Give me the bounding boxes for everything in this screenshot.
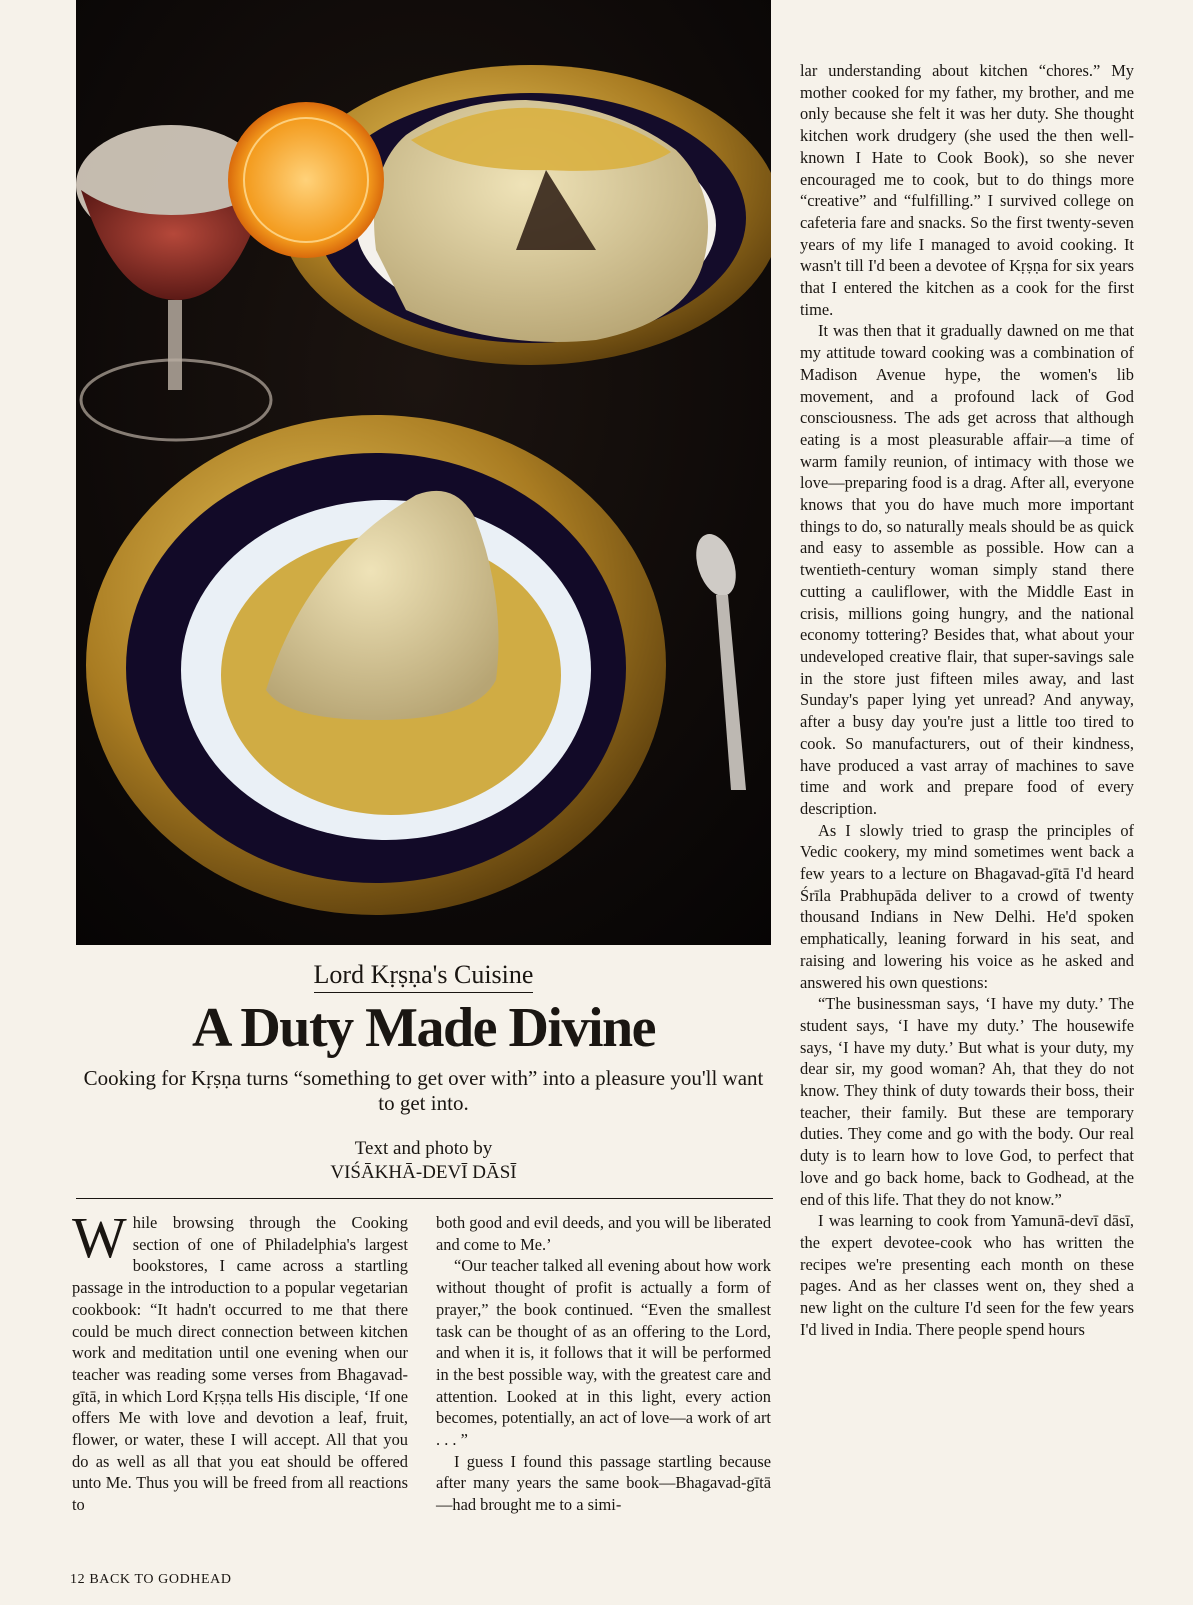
paragraph bbox=[72, 1205, 408, 1516]
paragraph: As I slowly tried to grasp the principles of Vedic cookery, my mind sometimes went back a few years to a lecture on Bhagavad-gītā I'd heard Śrīla Prabhupāda deliver to a crowd of twenty thousand Indians in New Delhi. He'd spoken emphatically, leaning forward in his seat, and raising and lowering his voice as he asked and answered his own questions: bbox=[800, 820, 1134, 992]
drop-cap: W bbox=[72, 1205, 127, 1270]
orange-slice bbox=[228, 102, 384, 258]
paragraph: It was then that it gradually dawned on me that my attitude toward cooking was a combination of Madison Avenue hype, the women's lib movement, and a profound lack of God consciousness. The ads get across that although eating is a most pleasurable affair—a time of warm family reunion, of intimacy with those we love—preparing food is a drag. After all, everyone knows that you do have much more important things to do, so naturally meals should be as quick and easy to assemble as possible. How can a twentieth-century woman simply stand there cutting a cauliflower, with the Middle East in crisis, millions going hungry, and the national economy tottering? Besides that, what about your undeveloped creative flair, that super-savings sale in the store just fifteen miles away, and last Sunday's paper lying yet unread? And anyway, after a busy day you're just a little too tired to cook. So manufacturers, out of their kindness, have produced a vast array of machines to save time and work and prepare food of every description. bbox=[800, 321, 1134, 818]
byline bbox=[76, 1137, 771, 1185]
food-photograph bbox=[76, 0, 771, 945]
page-footer bbox=[70, 1572, 232, 1588]
title-block bbox=[76, 960, 771, 1185]
paragraph-text: hile browsing through the Cooking section of one of Philadelphia's largest bookstores, I came across a startling passage in the introduction to a popular vegetarian cookbook: “It hadn't occurred to me that there could be much direct connection between kitchen work and meditation until one evening when our teacher was reading some verses from Bhagavad-gītā, in which Lord Kṛṣṇa tells His disciple, ‘If one offers Me with love and devotion a leaf, fruit, flower, or water, these I will accept. All that you do as well as all that you eat should be offered unto Me. Thus you will be freed from all reactions to bbox=[72, 1213, 408, 1515]
byline-author: VIŚĀKHĀ-DEVĪ DĀSĪ bbox=[330, 1161, 517, 1183]
article-headline: A Duty Made Divine bbox=[192, 997, 655, 1059]
text-column-2 bbox=[436, 1212, 771, 1516]
article-subtitle: Cooking for Kṛṣṇa turns “something to get over with” into a pleasure you'll want to get into. bbox=[83, 1065, 764, 1116]
photo-illustration bbox=[76, 0, 771, 945]
paragraph: I was learning to cook from Yamunā-devī dāsī, the expert devotee-cook who has written the recipes we're presenting each month on these pages. And as her classes went on, they shed a new light on the culture I'd seen for the few years I'd lived in India. There people spend hours bbox=[800, 1211, 1134, 1339]
divider-rule bbox=[76, 1198, 773, 1199]
paragraph: lar understanding about kitchen “chores.” My mother cooked for my father, my brother, and me only because she felt it was her duty. She thought kitchen work drudgery (she used the then well-known I Hate to Cook Book), so she never encouraged me to cook, but to do things more “creative” and “fulfilling.” I survived college on cafeteria fare and snacks. So the first twenty-seven years of my life I managed to avoid cooking. It wasn't till I'd been a devotee of Kṛṣṇa for six years that I entered the kitchen as a cook for the first time. bbox=[800, 61, 1134, 319]
byline-label: Text and photo by bbox=[354, 1138, 493, 1160]
magazine-name: BACK TO GODHEAD bbox=[89, 1572, 232, 1587]
paragraph: “The businessman says, ‘I have my duty.’ The student says, ‘I have my duty.’ The housewife says, ‘I have my duty.’ But what is your duty, my dear sir, my good woman? Ah, that they do not know. They think of duty towards their boss, their teacher, their family. But these are temporary duties. They come and go with the body. Our real duty is to learn how to love God, to perfect that love and go back home, back to Godhead, at the end of this life. That they do not know.” bbox=[800, 994, 1134, 1209]
text-column-3 bbox=[800, 60, 1134, 1340]
paragraph: I guess I found this passage startling because after many years the same book—Bhagavad-gītā—had brought me to a simi- bbox=[436, 1451, 771, 1515]
paragraph: “Our teacher talked all evening about how work without thought of profit is actually a form of prayer,” the book continued. “Even the smallest task can be thought of as an offering to the Lord, and when it is, it follows that it will be performed in the best possible way, with the greatest care and attention. Looked at in this light, every action becomes, potentially, an act of love—a work of art . . . ” bbox=[436, 1256, 771, 1450]
text-column-1 bbox=[72, 1205, 408, 1516]
page-number: 12 bbox=[70, 1572, 86, 1587]
paragraph: both good and evil deeds, and you will be liberated and come to Me.’ bbox=[436, 1213, 772, 1254]
series-kicker: Lord Kṛṣṇa's Cuisine bbox=[314, 960, 534, 993]
